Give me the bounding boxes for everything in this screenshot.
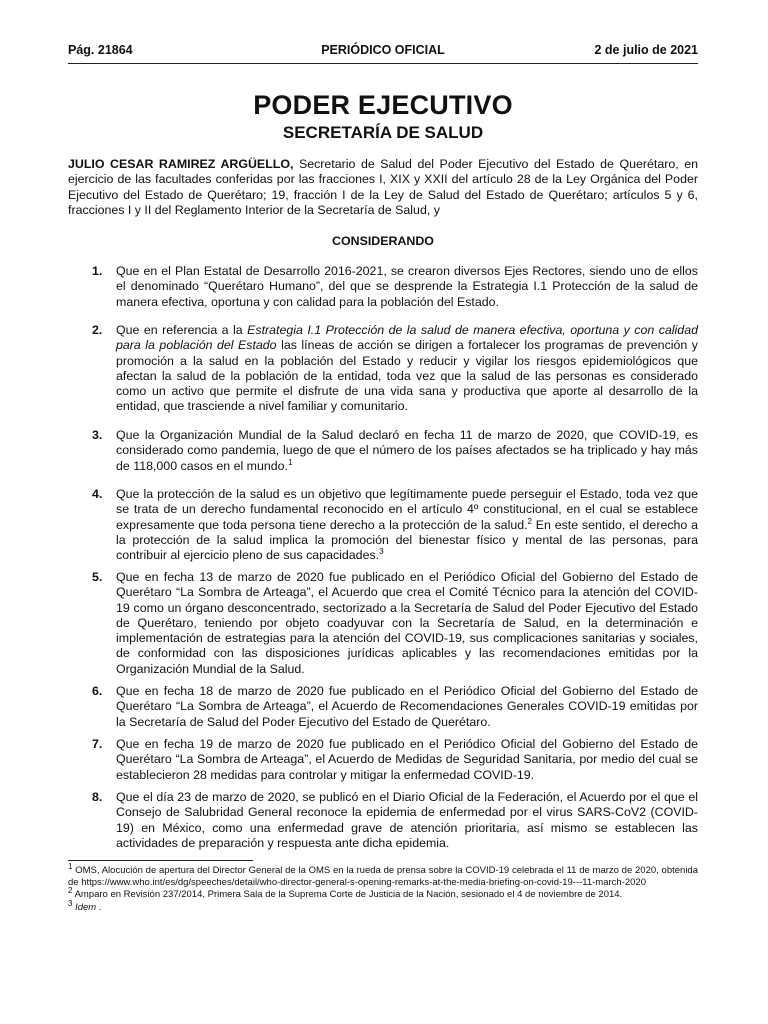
item-text xyxy=(116,487,698,563)
item-number: 4. xyxy=(92,487,103,501)
item-text: Que el día 23 de marzo de 2020, se publicó en el Diario Oficial de la Federación, el Acuerdo por el que el Consejo de Salubridad General reconoce la epidemia de enfermedad por el virus SARS-CoV2 (COVID-19) en México, como una enfermedad grave de atención prioritaria, así mismo se establecen las actividades de preparación y respuesta ante dicha epidemia. xyxy=(116,790,698,850)
item-text-part: Que en referencia a la xyxy=(116,323,248,337)
publication-date: 2 de julio de 2021 xyxy=(594,43,698,57)
list-item xyxy=(92,428,698,474)
footnote xyxy=(68,898,698,914)
item-text xyxy=(116,428,698,474)
publication-name: PERIÓDICO OFICIAL xyxy=(321,43,445,57)
page-header xyxy=(68,43,698,61)
intro-text: Secretario de Salud del Poder Ejecutivo del Estado de Querétaro, en ejercicio de las facultades conferidas por las fracciones I, XIX y XXII del artículo 28 de la Ley Orgánica del Poder Ejecutivo del Estado de Querétaro; 19, fracción I de la Ley de Salud del Estado de Querétaro; artículos 5 y 6, fracciones I y II del Reglamento Interior de la Secretaría de Salud, y xyxy=(68,157,698,217)
header-divider xyxy=(68,63,698,64)
list-item xyxy=(92,684,698,730)
document-subtitle: SECRETARÍA DE SALUD xyxy=(282,123,484,142)
footnote-mark: 3 xyxy=(68,898,73,908)
item-text xyxy=(116,323,698,415)
document-title: PODER EJECUTIVO xyxy=(253,90,513,120)
item-text: Que en fecha 13 de marzo de 2020 fue publicado en el Periódico Oficial del Gobierno del Estado de Querétaro “La Sombra de Arteaga”, el Acuerdo que crea el Comité Técnico para la atención del COVID-19 como un órgano desconcentrado, sectorizado a la Secretaría de Salud del Poder Ejecutivo del Estado de Querétaro, teniendo por objeto coadyuvar con la Secretaría de Salud, en la determinación e implementación de estrategias para la atención del COVID-19, sus complicaciones sanitarias y sociales, de conformidad con las disposiciones jurídicas aplicables y las recomendaciones emitidas por la Organización Mundial de la Salud. xyxy=(116,570,698,676)
page-number: Pág. 21864 xyxy=(68,43,133,57)
item-number: 7. xyxy=(92,737,103,751)
item-number: 6. xyxy=(92,684,103,698)
list-item xyxy=(92,264,698,310)
official-name: JULIO CESAR RAMIREZ ARGÜELLO, xyxy=(68,157,294,171)
footnote xyxy=(68,861,698,889)
item-italic-text: Estrategia I.1 Protección de la salud de manera efectiva, oportuna y con calidad para la población del Estado xyxy=(116,323,698,353)
footnote-ref[interactable]: 2 xyxy=(527,516,532,526)
item-text: Que en fecha 19 de marzo de 2020 fue publicado en el Periódico Oficial del Gobierno del Estado de Querétaro “La Sombra de Arteaga”, el Acuerdo de Medidas de Seguridad Sanitaria, por medio del cual se establecieron 28 medidas para controlar y mitigar la enfermedad COVID-19. xyxy=(116,737,698,782)
footnote-tail: . xyxy=(96,901,102,913)
intro-paragraph xyxy=(68,157,698,218)
footnote-ref[interactable]: 3 xyxy=(379,547,384,557)
footnote-ref[interactable]: 1 xyxy=(288,457,293,467)
item-number: 2. xyxy=(92,323,103,337)
item-text-part: En este sentido, el derecho a la protección de la salud implica la promoción del bienestar físico y mental de las personas, para contribuir al ejercicio pleno de sus capacidades. xyxy=(116,517,698,563)
footnote-text: Idem xyxy=(75,901,97,913)
list-item xyxy=(92,323,698,415)
footnote-divider xyxy=(68,860,253,861)
footnote-mark: 2 xyxy=(68,886,73,896)
item-text-part: las líneas de acción se dirigen a fortalecer los programas de prevención y promoción a la salud en la población del Estado y reducir y vigilar los riesgos epidemiológicos que afectan la salud de la población de la entidad, toda vez que la salud de las personas es considerado como un activo que permite el disfrute de una vida sana y productiva que aporte al desarrollo de la entidad, que trasciende a nivel familiar y comunitario. xyxy=(116,338,698,414)
item-text-part: Que la protección de la salud es un objetivo que legítimamente puede perseguir el Estado, toda vez que se trata de un derecho fundamental reconocido en el artículo 4º constitucional, en el cual se establece expresamente que toda persona tiene derecho a la protección de la salud. xyxy=(116,487,698,532)
list-item xyxy=(92,790,698,851)
footnotes xyxy=(68,861,698,914)
footnote-text: Amparo en Revisión 237/2014, Primera Sala de la Suprema Corte de Justicia de la Nación, sesionado el 4 de noviembre de 2014. xyxy=(72,889,623,901)
list-item xyxy=(92,570,698,677)
list-item xyxy=(92,737,698,783)
list-item xyxy=(92,487,698,563)
footnote xyxy=(68,886,698,901)
section-heading: CONSIDERANDO xyxy=(332,234,434,248)
footnote-mark: 1 xyxy=(68,861,73,871)
item-number: 5. xyxy=(92,570,103,584)
item-text: Que en el Plan Estatal de Desarrollo 2016-2021, se crearon diversos Ejes Rectores, siendo uno de ellos el denominado “Querétaro Humano”, del que se desprende la Estrategia I.1 Protección de la salud de manera efectiva, oportuna y con calidad para la población del Estado. xyxy=(116,264,698,309)
footnote-text: OMS, Alocución de apertura del Director General de la OMS en la rueda de prensa sobre la COVID-19 celebrada el 11 de marzo de 2020, obtenida de https://www.who.int/es/dg/speeches/detail/who-director-general-s-opening-remarks-at-the-media-briefing-on-covid-19---11-march-2020 xyxy=(68,865,698,889)
item-number: 1. xyxy=(92,264,103,278)
item-number: 8. xyxy=(92,790,103,804)
item-number: 3. xyxy=(92,428,103,442)
item-text-part: Que la Organización Mundial de la Salud declaró en fecha 11 de marzo de 2020, que COVID-19, es considerado como pandemia, luego de que el número de los países afectados se ha triplicado y hay más de 118,000 casos en el mundo. xyxy=(116,428,698,473)
item-text: Que en fecha 18 de marzo de 2020 fue publicado en el Periódico Oficial del Gobierno del Estado de Querétaro “La Sombra de Arteaga”, el Acuerdo de Recomendaciones Generales COVID-19 emitidas por la Secretaría de Salud del Poder Ejecutivo del Estado de Querétaro. xyxy=(116,684,698,729)
